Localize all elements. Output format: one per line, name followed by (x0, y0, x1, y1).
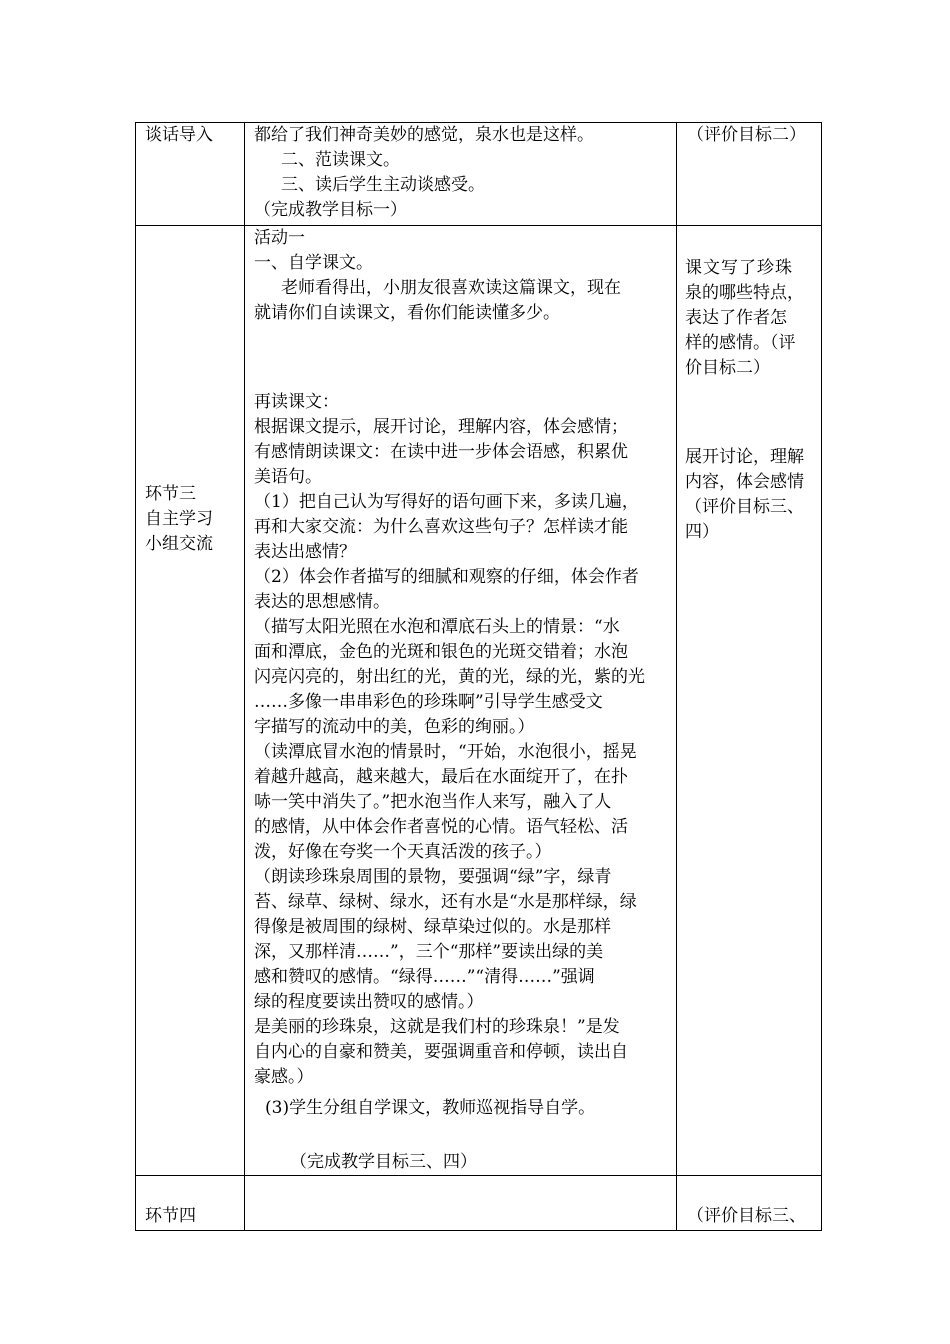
stage-cell (136, 1176, 245, 1231)
content-line: （朗读珍珠泉周围的景物，要强调“绿”字，绿青 (254, 867, 612, 887)
content-line: 深，又那样清……”，三个“那样”要读出绿的美 (254, 942, 604, 962)
content-line: 泼，好像在夸奖一个天真活泼的孩子。） (254, 842, 552, 862)
stage-cell (136, 123, 245, 226)
content-line: 感和赞叹的感情。“绿得……”“清得……”强调 (254, 967, 595, 987)
content-line: 美语句。 (254, 467, 322, 487)
evaluation-text: 表达了作者怎 (685, 308, 787, 328)
content-line: 哧一笑中消失了。”把水泡当作人来写，融入了人 (254, 792, 612, 812)
content-line: 得像是被周围的绿树、绿草染过似的。水是那样 (254, 917, 611, 937)
content-cell (245, 123, 677, 226)
stage-label: 环节四 (145, 1206, 196, 1226)
stage-label: 环节三 (145, 484, 196, 504)
lesson-plan-table (135, 122, 822, 1231)
content-line: 闪亮闪亮的，射出红的光，黄的光，绿的光，紫的光 (254, 667, 645, 687)
table-row (136, 226, 822, 1176)
evaluation-text: 泉的哪些特点， (685, 283, 804, 303)
content-line: （描写太阳光照在水泡和潭底石头上的情景：“水 (254, 617, 620, 637)
content-line: 活动一 (254, 228, 305, 248)
content-line: 表达的思想感情。 (254, 592, 390, 612)
stage-label: 谈话导入 (145, 125, 213, 145)
stage-label: 自主学习 (145, 509, 213, 529)
content-cell (245, 226, 677, 1176)
stage-label: 小组交流 (145, 534, 213, 554)
content-line: （完成教学目标一） (254, 200, 407, 220)
content-line: (3)学生分组自学课文，教师巡视指导自学。 (265, 1098, 596, 1118)
evaluation-text: 价目标二） (685, 358, 770, 378)
table-row (136, 123, 822, 226)
evaluation-text: 课文写了珍珠 (685, 258, 793, 278)
content-line: 老师看得出，小朋友很喜欢读这篇课文，现在 (281, 278, 621, 298)
content-line: 面和潭底，金色的光斑和银色的光斑交错着；水泡 (254, 642, 628, 662)
content-line: 绿的程度要读出赞叹的感情。） (254, 992, 484, 1012)
content-line: 都给了我们神奇美妙的感觉，泉水也是这样。 (254, 125, 594, 145)
evaluation-cell (677, 226, 822, 1176)
evaluation-text: （评价目标三、 (687, 1206, 806, 1226)
evaluation-text: 展开讨论，理解 (685, 447, 804, 467)
content-line: （读潭底冒水泡的情景时，“开始，水泡很小，摇晃 (254, 742, 637, 762)
evaluation-text: 内容，体会感情 (685, 472, 804, 492)
evaluation-cell (677, 123, 822, 226)
evaluation-text: （评价目标二） (687, 125, 806, 145)
content-line: 的感情，从中体会作者喜悦的心情。语气轻松、活 (254, 817, 628, 837)
content-line: 就请你们自读课文，看你们能读懂多少。 (254, 303, 560, 323)
content-line: 自内心的自豪和赞美，要强调重音和停顿，读出自 (254, 1042, 628, 1062)
content-line: 豪感。） (254, 1067, 314, 1087)
content-line: 是美丽的珍珠泉，这就是我们村的珍珠泉！”是发 (254, 1017, 620, 1037)
content-line: 着越升越高，越来越大，最后在水面绽开了，在扑 (254, 767, 628, 787)
evaluation-text: 样的感情。（评 (685, 333, 796, 353)
content-line: 三、读后学生主动谈感受。 (281, 175, 485, 195)
content-line: （完成教学目标三、四） (290, 1152, 477, 1172)
content-line: 再读课文： (254, 392, 339, 412)
content-line: （1）把自己认为写得好的语句画下来，多读几遍， (254, 492, 639, 512)
evaluation-cell (677, 1176, 822, 1231)
table-row (136, 1176, 822, 1231)
content-line: 一、自学课文。 (254, 253, 373, 273)
content-line: 字描写的流动中的美，色彩的绚丽。） (254, 717, 535, 737)
content-line: 有感情朗读课文：在读中进一步体会语感，积累优 (254, 442, 628, 462)
content-line: 二、范读课文。 (281, 150, 400, 170)
evaluation-text: 四） (685, 522, 719, 542)
content-line: 根据课文提示，展开讨论，理解内容，体会感情； (254, 417, 628, 437)
content-line: ……多像一串串彩色的珍珠啊”引导学生感受文 (254, 692, 603, 712)
content-line: 苔、绿草、绿树、绿水，还有水是“水是那样绿，绿 (254, 892, 637, 912)
content-line: 再和大家交流：为什么喜欢这些句子？怎样读才能 (254, 517, 628, 537)
content-line: 表达出感情？ (254, 542, 356, 562)
content-cell (245, 1176, 677, 1231)
evaluation-text: （评价目标三、 (685, 497, 804, 517)
content-line: （2）体会作者描写的细腻和观察的仔细，体会作者 (254, 567, 639, 587)
stage-cell (136, 226, 245, 1176)
